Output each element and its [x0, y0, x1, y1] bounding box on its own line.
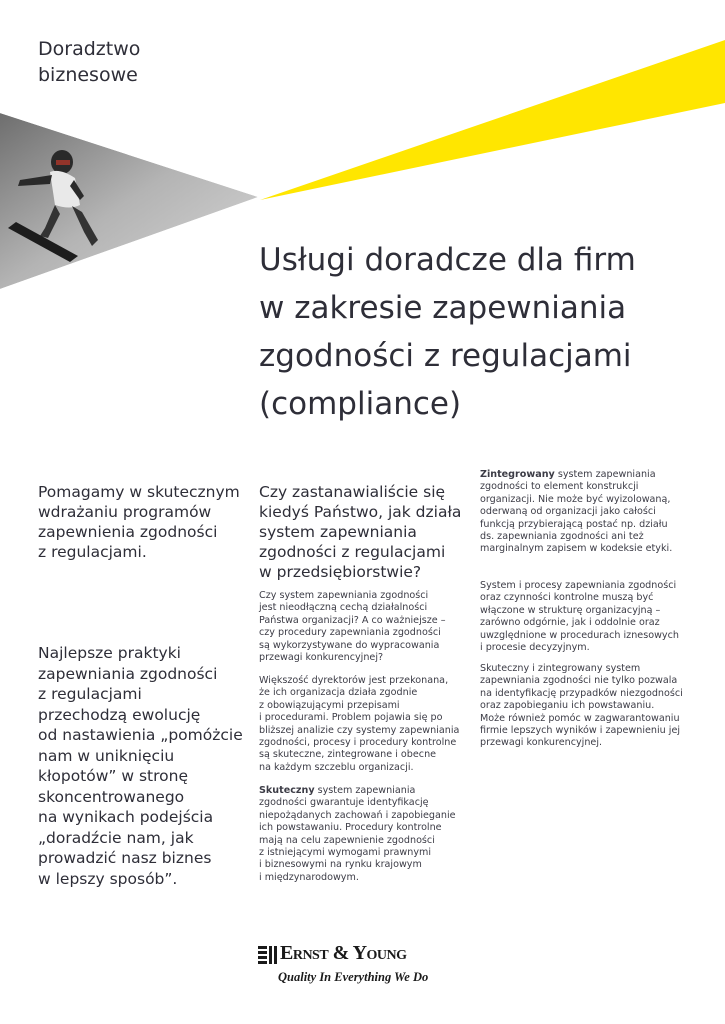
- logo-tagline: Quality In Everything We Do: [278, 970, 429, 984]
- category-label: Doradztwo biznesowe: [38, 38, 141, 86]
- bold-term: Skuteczny: [259, 785, 315, 796]
- column2-paragraph-3: [259, 785, 474, 884]
- paragraph-body: system zapewniania zgodności gwarantuje identyfikację niepożądanych zachowań i zapobieganie ich powstawaniu. Procedury kontrolne mają na celu zapewnienie zgodności z istniejącymi wymogami prawnymi i biznesowymi na rynku krajowym i międzynarodowym.: [259, 785, 456, 883]
- paragraph-body: system zapewniania zgodności to element konstrukcji organizacji. Nie może być wyizolowaną, oderwaną od organizacji jako całości funkcją przybierającą postać np. działu ds. zapewniania zgodności ani też marginalnym zapisem w kodeksie etyki.: [480, 469, 673, 555]
- column2-paragraph-1: Czy system zapewniania zgodności jest nieodłączną cechą działalności Państwa organizacji? A co ważniejsze – czy procedury zapewniania zgodności są wykorzystywane do wypracowania przewagi konkurencyjnej?: [259, 590, 446, 664]
- lead-paragraph-1: Pomagamy w skutecznym wdrażaniu programów zapewnienia zgodności z regulacjami.: [38, 483, 240, 561]
- bold-term: Zintegrowany: [480, 469, 555, 480]
- logo-name: Ernst & Young: [280, 942, 407, 964]
- column2-paragraph-2: Większość dyrektorów jest przekonana, że ich organizacja działa zgodnie z obowiązującymi przepisami i procedurami. Problem pojawia się po bliższej analizie czy systemy zapewniania zgodności, procesy i procedury kontrolne są skuteczne, zintegrowane i obecne na każdym szczeblu organizacji.: [259, 675, 460, 773]
- column3-paragraph-3: Skuteczny i zintegrowany system zapewniania zgodności nie tylko pozwala na identyfikację przypadków niezgodności oraz zapobieganiu ich powstawaniu. Może również pomóc w zagwarantowaniu firmie lepszych wyników i zapewnieniu jej przewagi konkurencyjnej.: [480, 663, 683, 749]
- yellow-beam: [260, 40, 725, 200]
- snowboarder-photo: [0, 113, 258, 289]
- column3-paragraph-1: [480, 469, 700, 556]
- question-heading: Czy zastanawialiście się kiedyś Państwo, jak działa system zapewniania zgodności z regulacjami w przedsiębiorstwie?: [259, 483, 462, 581]
- column3-paragraph-2: System i procesy zapewniania zgodności oraz czynności kontrolne muszą być włączone w strukturę organizacyjną – zarówno odgórnie, jak i oddolnie oraz uwzględnione w procedurach iznesowych i procesie decyzyjnym.: [480, 580, 679, 654]
- page-title: Usługi doradcze dla firm w zakresie zapewniania zgodności z regulacjami (compliance): [259, 242, 636, 422]
- company-logo: [258, 942, 458, 992]
- ey-bars-icon: [258, 946, 278, 964]
- lead-paragraph-2: Najlepsze praktyki zapewniania zgodności z regulacjami przechodzą ewolucję od nastawienia „pomóżcie nam w uniknięciu kłopotów” w stronę skoncentrowanego na wynikach podejścia „doradźcie nam, jak prowadzić nasz biznes w lepszy sposób”.: [38, 644, 243, 888]
